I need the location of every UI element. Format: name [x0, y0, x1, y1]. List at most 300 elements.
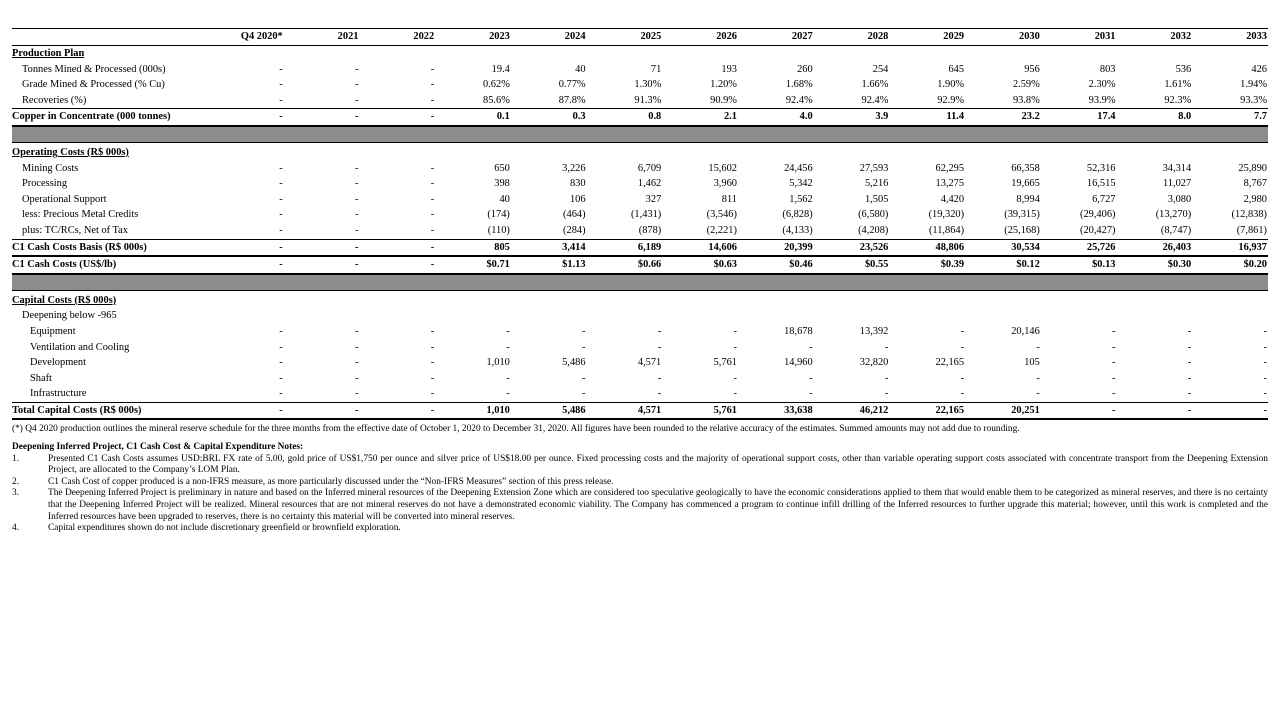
cell-value: (284)	[563, 224, 586, 236]
cell-value: (1,431)	[630, 209, 662, 221]
cell-value: -	[733, 341, 737, 353]
cell-value: -	[354, 178, 359, 190]
cell-value: 5,216	[864, 178, 889, 190]
cell-value: 24,456	[784, 162, 813, 174]
cell-value: -	[1263, 372, 1267, 384]
note-text: The Deepening Inferred Project is preliminary in nature and based on the Inferred mineral resources of the Deepening Extension Zone which are considered too speculative geologically to have the economic considerations applied to them that would enable them to be categorized as mineral reserves, and there is no certainty that the Deepening Inferred Project will be realized. Mineral resources that are not mineral reserves do not have a demonstrated economic viability. The Company has commenced a program to continue infill drilling of the Inferred resources to further upgrade this material; however, until this work is completed and the Inferred resources have been upgraded to reserves, there is no certainty this material will be converted into mineral reserves.	[48, 488, 1268, 522]
cell-value: -	[960, 372, 965, 384]
cell-value: -	[279, 79, 283, 91]
section-title-row	[12, 293, 1268, 309]
table-row	[12, 77, 1268, 93]
cell-value: -	[279, 388, 283, 400]
cell-value: -	[1192, 402, 1268, 419]
cell-value: 5,761	[662, 402, 738, 419]
cell-value: 20,251	[965, 402, 1041, 419]
row-label: Operational Support	[22, 193, 107, 205]
cell-value: -	[1263, 325, 1267, 337]
cell-value: 1,010	[435, 402, 511, 419]
cell-value: -	[884, 341, 889, 353]
cell-value: 2.1	[662, 109, 738, 126]
column-header: Q4 2020*	[208, 29, 284, 46]
cell-value: 46,212	[814, 402, 890, 419]
cell-value: -	[279, 325, 283, 337]
cell-value: 4,571	[637, 357, 662, 369]
section-subtitle-row	[12, 308, 1268, 324]
cell-value: -	[582, 341, 586, 353]
cell-value: -	[430, 162, 435, 174]
cell-value: 8,767	[1243, 178, 1267, 190]
cell-value: 254	[872, 63, 889, 75]
cell-value: -	[354, 209, 359, 221]
note-text: Presented C1 Cash Costs assumes USD:BRL FX rate of 5.00, gold price of US$1,750 per ounce and silver price of US$18.00 per ounce. Fixed processing costs and the majority of operational support costs, other than variable operating support costs associated with concentrate transport from the Deepening Extension Project, are allocated to the Company’s LOM Plan.	[48, 453, 1268, 476]
row-label: Grade Mined & Processed (% Cu)	[22, 79, 165, 91]
cell-value: (464)	[563, 209, 586, 221]
table-row	[12, 192, 1268, 208]
table-row	[12, 371, 1268, 387]
cell-value: -	[1187, 325, 1192, 337]
cell-value: -	[733, 325, 737, 337]
column-header: 2032	[1116, 29, 1192, 46]
cell-value: -	[1041, 402, 1117, 419]
cell-value: 52,316	[1086, 162, 1116, 174]
cell-value: 92.4%	[861, 94, 889, 106]
cell-value: -	[430, 224, 435, 236]
table-row	[12, 62, 1268, 78]
cell-value: 811	[721, 193, 737, 205]
column-header: 2022	[359, 29, 435, 46]
cell-value: 22,165	[889, 402, 965, 419]
cell-value: 6,709	[637, 162, 662, 174]
note-text: C1 Cash Cost of copper produced is a non-IFRS measure, as more particularly discussed under the “Non-IFRS Measures” section of this press release.	[48, 476, 614, 487]
cell-value: 8,994	[1016, 193, 1040, 205]
spacer-cell	[12, 274, 1268, 291]
cell-value: $0.71	[435, 256, 511, 274]
cell-value: 92.4%	[785, 94, 813, 106]
cell-value: -	[279, 94, 283, 106]
cell-value: -	[279, 372, 283, 384]
note-item	[12, 477, 1268, 489]
cell-value: 16,937	[1192, 239, 1268, 256]
cell-value: (110)	[487, 224, 510, 236]
cell-value: 1.30%	[634, 79, 662, 91]
cell-value: -	[1187, 341, 1192, 353]
cell-value: 650	[494, 162, 510, 174]
document-body	[12, 28, 1268, 535]
cell-value: 93.3%	[1240, 94, 1267, 106]
table-row	[12, 161, 1268, 177]
cell-value: $0.12	[965, 256, 1041, 274]
cell-value: -	[1263, 357, 1267, 369]
cell-value: (2,221)	[706, 224, 737, 236]
cell-value: 3,080	[1167, 193, 1192, 205]
row-label: Equipment	[30, 325, 76, 337]
cell-value: 11,027	[1162, 178, 1192, 190]
cell-value: -	[1112, 372, 1116, 384]
cell-value: 398	[494, 178, 510, 190]
row-label: C1 Cash Costs (US$/lb)	[12, 256, 208, 274]
cell-value: (4,208)	[858, 224, 889, 236]
row-label: Shaft	[30, 372, 52, 384]
cell-value: -	[354, 341, 359, 353]
column-header: 2026	[662, 29, 738, 46]
table-row	[12, 223, 1268, 239]
cell-value: 3.9	[814, 109, 890, 126]
cell-value: -	[208, 239, 284, 256]
cell-value: (8,747)	[1160, 224, 1192, 236]
cell-value: 3,414	[511, 239, 587, 256]
cell-value: -	[657, 388, 662, 400]
cell-value: -	[359, 109, 435, 126]
cell-value: 5,342	[789, 178, 813, 190]
cell-value: 20,399	[738, 239, 814, 256]
note-number: 4.	[12, 523, 20, 534]
note-number: 1.	[12, 453, 20, 464]
cell-value: 0.8	[587, 109, 663, 126]
cell-value: 0.62%	[483, 79, 510, 91]
cell-value: -	[430, 341, 435, 353]
cell-value: 1.66%	[861, 79, 889, 91]
cell-value: -	[582, 388, 586, 400]
table-row	[12, 340, 1268, 356]
cell-value: -	[1116, 402, 1192, 419]
cell-value: -	[284, 239, 360, 256]
cell-value: $0.30	[1116, 256, 1192, 274]
row-label: Total Capital Costs (R$ 000s)	[12, 402, 208, 419]
cell-value: -	[208, 402, 284, 419]
cell-value: 27,593	[859, 162, 889, 174]
cell-value: 22,165	[935, 357, 965, 369]
cell-value: 13,392	[859, 325, 889, 337]
cell-value: -	[1263, 388, 1267, 400]
cell-value: 20,146	[1011, 325, 1040, 337]
section-title: Operating Costs (R$ 000s)	[12, 146, 129, 158]
cell-value: -	[1112, 325, 1116, 337]
cell-value: 2.30%	[1088, 79, 1116, 91]
cell-value: 645	[948, 63, 965, 75]
cell-value: -	[430, 79, 435, 91]
cell-value: -	[1187, 372, 1192, 384]
notes-block	[12, 424, 1268, 534]
cell-value: (7,861)	[1236, 224, 1267, 236]
cell-value: 3,960	[713, 178, 737, 190]
cell-value: (4,133)	[782, 224, 813, 236]
cell-value: 26,403	[1116, 239, 1192, 256]
column-header: 2021	[284, 29, 360, 46]
cell-value: -	[354, 388, 359, 400]
cell-value: 17.4	[1041, 109, 1117, 126]
cell-value: 1,010	[486, 357, 510, 369]
cell-value: -	[284, 256, 360, 274]
cell-value: -	[1036, 388, 1040, 400]
cell-value: 4,420	[940, 193, 965, 205]
cell-value: 1,562	[789, 193, 813, 205]
cell-value: $0.63	[662, 256, 738, 274]
cell-value: (174)	[487, 209, 510, 221]
cell-value: 193	[721, 63, 737, 75]
row-label: Ventilation and Cooling	[30, 341, 130, 353]
cell-value: -	[279, 193, 283, 205]
cell-value: 23,526	[814, 239, 890, 256]
cell-value: 85.6%	[483, 94, 510, 106]
cell-value: 25,890	[1238, 162, 1267, 174]
total-row	[12, 109, 1268, 126]
cell-value: 260	[797, 63, 813, 75]
column-header: 2033	[1192, 29, 1268, 46]
header-row	[12, 29, 1268, 46]
cell-value: 1.94%	[1240, 79, 1267, 91]
cell-value: -	[279, 341, 283, 353]
cell-value: -	[284, 109, 360, 126]
note-item	[12, 454, 1268, 477]
cell-value: -	[354, 94, 359, 106]
cell-value: 16,515	[1086, 178, 1116, 190]
cell-value: (20,427)	[1079, 224, 1116, 236]
cell-value: 32,820	[859, 357, 889, 369]
cell-value: -	[354, 372, 359, 384]
section-title: Production Plan	[12, 48, 85, 59]
cell-value: -	[733, 388, 737, 400]
cell-value: 33,638	[738, 402, 814, 419]
cell-value: -	[430, 372, 435, 384]
cell-value: 956	[1024, 63, 1040, 75]
note-number: 3.	[12, 488, 20, 499]
cell-value: -	[1263, 341, 1267, 353]
cell-value: 0.1	[435, 109, 511, 126]
row-label: less: Precious Metal Credits	[22, 209, 139, 221]
cell-value: -	[430, 357, 435, 369]
cell-value: -	[1187, 357, 1192, 369]
row-label: Tonnes Mined & Processed (000s)	[22, 63, 166, 75]
cell-value: 803	[1099, 63, 1116, 75]
cell-value: -	[960, 325, 965, 337]
cell-value: -	[354, 325, 359, 337]
cell-value: -	[884, 372, 889, 384]
column-header: 2031	[1041, 29, 1117, 46]
cell-value: -	[208, 109, 284, 126]
cell-value: 0.3	[511, 109, 587, 126]
total-row	[12, 239, 1268, 256]
cell-value: -	[208, 256, 284, 274]
column-header: 2029	[889, 29, 965, 46]
cell-value: -	[809, 341, 813, 353]
cell-value: 48,806	[889, 239, 965, 256]
table-row	[12, 355, 1268, 371]
cell-value: 66,358	[1011, 162, 1040, 174]
cell-value: 13,275	[935, 178, 965, 190]
column-header: 2025	[587, 29, 663, 46]
cell-value: 106	[569, 193, 586, 205]
cell-value: 2.59%	[1012, 79, 1040, 91]
cell-value: -	[506, 325, 510, 337]
cell-value: 34,314	[1162, 162, 1192, 174]
cell-value: -	[1112, 341, 1116, 353]
cell-value: -	[657, 325, 662, 337]
cell-value: 18,678	[784, 325, 813, 337]
row-label: Infrastructure	[30, 388, 87, 400]
cell-value: -	[354, 224, 359, 236]
row-label: Copper in Concentrate (000 tonnes)	[12, 109, 208, 126]
cell-value: 426	[1251, 63, 1267, 75]
lom-table	[12, 28, 1268, 420]
cell-value: -	[657, 372, 662, 384]
cell-value: 19,665	[1011, 178, 1040, 190]
cell-value: 2,980	[1243, 193, 1267, 205]
cell-value: 830	[569, 178, 586, 190]
cell-value: 5,761	[713, 357, 737, 369]
column-header: 2030	[965, 29, 1041, 46]
spacer-cell	[12, 126, 1268, 143]
section-divider-band	[12, 126, 1268, 143]
table-row	[12, 207, 1268, 223]
cell-value: 805	[435, 239, 511, 256]
cell-value: -	[506, 372, 510, 384]
cell-value: 91.3%	[634, 94, 662, 106]
cell-value: 71	[650, 63, 662, 75]
cell-value: 30,534	[965, 239, 1041, 256]
cell-value: (6,828)	[782, 209, 813, 221]
cell-value: -	[354, 357, 359, 369]
cell-value: -	[1036, 341, 1040, 353]
cell-value: -	[359, 239, 435, 256]
cell-value: $0.13	[1041, 256, 1117, 274]
cell-value: -	[430, 63, 435, 75]
cell-value: (12,838)	[1231, 209, 1267, 221]
cell-value: 8.0	[1116, 109, 1192, 126]
cell-value: (13,270)	[1155, 209, 1192, 221]
cell-value: 6,189	[587, 239, 663, 256]
cell-value: 1,462	[637, 178, 662, 190]
cell-value: -	[279, 63, 283, 75]
cell-value: -	[430, 193, 435, 205]
section-title: Capital Costs (R$ 000s)	[12, 294, 117, 306]
note-number: 2.	[12, 476, 20, 487]
total-row	[12, 402, 1268, 419]
cell-value: -	[430, 209, 435, 221]
column-header: 2028	[814, 29, 890, 46]
cell-value: -	[657, 341, 662, 353]
cell-value: 5,486	[511, 402, 587, 419]
cell-value: 15,602	[708, 162, 737, 174]
cell-value: 40	[499, 193, 510, 205]
cell-value: 6,727	[1092, 193, 1116, 205]
cell-value: 4.0	[738, 109, 814, 126]
cell-value: -	[1112, 357, 1116, 369]
cell-value: -	[279, 224, 283, 236]
cell-value: -	[279, 162, 283, 174]
cell-value: 90.9%	[710, 94, 737, 106]
cell-value: -	[960, 341, 965, 353]
cell-value: 5,486	[562, 357, 586, 369]
cell-value: 40	[575, 63, 586, 75]
column-header: 2023	[435, 29, 511, 46]
cell-value: -	[506, 388, 510, 400]
cell-value: 0.77%	[558, 79, 586, 91]
cell-value: 19.4	[491, 63, 510, 75]
cell-value: (6,580)	[858, 209, 889, 221]
cell-value: 7.7	[1192, 109, 1268, 126]
cell-value: 25,726	[1041, 239, 1117, 256]
cell-value: -	[354, 193, 359, 205]
cell-value: 3,226	[562, 162, 586, 174]
cell-value: (3,546)	[706, 209, 737, 221]
row-label: plus: TC/RCs, Net of Tax	[22, 224, 128, 236]
cell-value: 327	[645, 193, 662, 205]
table-row	[12, 176, 1268, 192]
cell-value: -	[279, 209, 283, 221]
cell-value: $0.66	[587, 256, 663, 274]
cell-value: 1.90%	[937, 79, 965, 91]
cell-value: -	[430, 94, 435, 106]
cell-value: -	[506, 341, 510, 353]
cell-value: 4,571	[587, 402, 663, 419]
cell-value: 536	[1175, 63, 1192, 75]
cell-value: -	[359, 256, 435, 274]
cell-value: -	[430, 325, 435, 337]
cell-value: -	[884, 388, 889, 400]
cell-value: (19,320)	[928, 209, 965, 221]
cell-value: (39,315)	[1004, 209, 1040, 221]
row-label: Recoveries (%)	[22, 94, 87, 106]
cell-value: -	[960, 388, 965, 400]
table-row	[12, 386, 1268, 402]
cell-value: -	[1036, 372, 1040, 384]
cell-value: 93.9%	[1088, 94, 1116, 106]
section-subtitle: Deepening below -965	[22, 310, 117, 322]
row-label: Processing	[22, 178, 68, 190]
cell-value: -	[354, 79, 359, 91]
note-text: Capital expenditures shown do not include discretionary greenfield or brownfield exploration.	[48, 523, 401, 534]
cell-value: 1.61%	[1164, 79, 1192, 91]
cell-value: 92.9%	[937, 94, 965, 106]
cell-value: -	[359, 402, 435, 419]
cell-value: -	[279, 357, 283, 369]
row-label: Development	[30, 357, 86, 369]
cell-value: -	[354, 162, 359, 174]
total-row	[12, 256, 1268, 274]
section-title-row	[12, 46, 1268, 62]
cell-value: -	[430, 388, 435, 400]
cell-value: (29,406)	[1079, 209, 1116, 221]
cell-value: (11,864)	[928, 224, 965, 236]
notes-list	[12, 454, 1268, 535]
column-header: 2027	[738, 29, 814, 46]
cell-value: 1.68%	[785, 79, 813, 91]
section-title-row	[12, 145, 1268, 161]
cell-value: 14,606	[662, 239, 738, 256]
cell-value: 105	[1024, 357, 1040, 369]
cell-value: 23.2	[965, 109, 1041, 126]
cell-value: -	[1112, 388, 1116, 400]
section-divider-band	[12, 274, 1268, 291]
cell-value: 1,505	[864, 193, 889, 205]
cell-value: (25,168)	[1004, 224, 1040, 236]
cell-value: -	[430, 178, 435, 190]
cell-value: $0.39	[889, 256, 965, 274]
cell-value: -	[284, 402, 360, 419]
cell-value: 87.8%	[558, 94, 586, 106]
row-label: Mining Costs	[22, 162, 79, 174]
cell-value: -	[1187, 388, 1192, 400]
cell-value: 92.3%	[1164, 94, 1192, 106]
cell-value: -	[582, 325, 586, 337]
table-row	[12, 324, 1268, 340]
cell-value: 11.4	[889, 109, 965, 126]
cell-value: (878)	[638, 224, 662, 236]
note-item	[12, 488, 1268, 523]
note-item	[12, 523, 1268, 535]
row-label: C1 Cash Costs Basis (R$ 000s)	[12, 239, 208, 256]
cell-value: 93.8%	[1012, 94, 1040, 106]
